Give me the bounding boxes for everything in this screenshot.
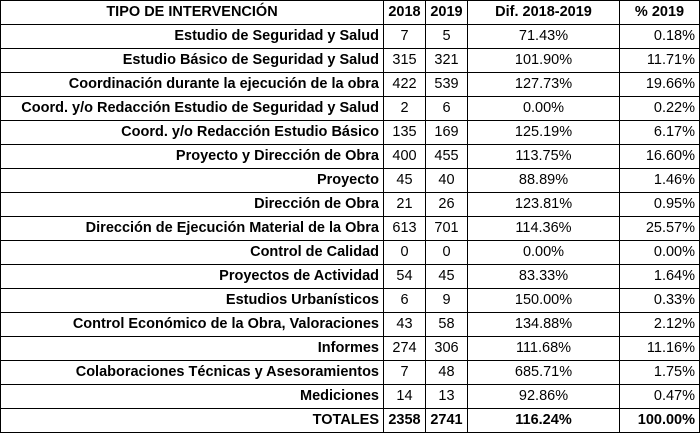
- header-diferencia: Dif. 2018-2019: [468, 1, 620, 25]
- cell-diferencia: 150.00%: [468, 289, 620, 313]
- cell-2019: 40: [426, 169, 468, 193]
- cell-diferencia: 123.81%: [468, 193, 620, 217]
- table-row: [1, 241, 700, 265]
- cell-2018: 400: [384, 145, 426, 169]
- cell-porcentaje-2019: 0.33%: [620, 289, 700, 313]
- cell-2019: 0: [426, 241, 468, 265]
- cell-2019: 26: [426, 193, 468, 217]
- cell-diferencia: 127.73%: [468, 73, 620, 97]
- cell-2019: 321: [426, 49, 468, 73]
- cell-diferencia: 114.36%: [468, 217, 620, 241]
- cell-2019: 5: [426, 25, 468, 49]
- header-row: [1, 1, 700, 25]
- cell-porcentaje-2019: 19.66%: [620, 73, 700, 97]
- cell-porcentaje-2019: 0.95%: [620, 193, 700, 217]
- cell-diferencia: 92.86%: [468, 385, 620, 409]
- cell-2018: 7: [384, 361, 426, 385]
- table-body: [1, 25, 700, 409]
- cell-diferencia: 685.71%: [468, 361, 620, 385]
- cell-tipo: Control Económico de la Obra, Valoraciones: [1, 313, 384, 337]
- cell-tipo: Proyecto y Dirección de Obra: [1, 145, 384, 169]
- cell-porcentaje-2019: 0.47%: [620, 385, 700, 409]
- table-row: [1, 73, 700, 97]
- table-row: [1, 217, 700, 241]
- cell-porcentaje-2019: 6.17%: [620, 121, 700, 145]
- cell-diferencia: 101.90%: [468, 49, 620, 73]
- cell-porcentaje-2019: 11.71%: [620, 49, 700, 73]
- cell-tipo: Proyecto: [1, 169, 384, 193]
- cell-porcentaje-2019: 0.00%: [620, 241, 700, 265]
- cell-2019: 169: [426, 121, 468, 145]
- cell-2018: 21: [384, 193, 426, 217]
- cell-2019: 701: [426, 217, 468, 241]
- cell-tipo: Dirección de Ejecución Material de la Obra: [1, 217, 384, 241]
- cell-diferencia: 88.89%: [468, 169, 620, 193]
- totals-row: [1, 409, 700, 433]
- cell-2019: 58: [426, 313, 468, 337]
- cell-porcentaje-2019: 25.57%: [620, 217, 700, 241]
- table-header: [1, 1, 700, 25]
- cell-tipo: Coord. y/o Redacción Estudio de Seguridad y Salud: [1, 97, 384, 121]
- cell-2018: 45: [384, 169, 426, 193]
- cell-2019: 539: [426, 73, 468, 97]
- cell-diferencia: 134.88%: [468, 313, 620, 337]
- table-row: [1, 361, 700, 385]
- cell-diferencia: 71.43%: [468, 25, 620, 49]
- cell-2018: 14: [384, 385, 426, 409]
- table-row: [1, 313, 700, 337]
- cell-2018: 422: [384, 73, 426, 97]
- cell-diferencia: 113.75%: [468, 145, 620, 169]
- cell-diferencia: 83.33%: [468, 265, 620, 289]
- table-row: [1, 169, 700, 193]
- totals-porcentaje: 100.00%: [620, 409, 700, 433]
- header-porcentaje-2019: % 2019: [620, 1, 700, 25]
- cell-diferencia: 0.00%: [468, 241, 620, 265]
- table-footer: [1, 409, 700, 433]
- cell-porcentaje-2019: 0.22%: [620, 97, 700, 121]
- header-2018: 2018: [384, 1, 426, 25]
- cell-tipo: Estudio Básico de Seguridad y Salud: [1, 49, 384, 73]
- cell-diferencia: 0.00%: [468, 97, 620, 121]
- cell-tipo: Coord. y/o Redacción Estudio Básico: [1, 121, 384, 145]
- cell-diferencia: 125.19%: [468, 121, 620, 145]
- table-row: [1, 193, 700, 217]
- cell-2018: 0: [384, 241, 426, 265]
- cell-porcentaje-2019: 1.64%: [620, 265, 700, 289]
- cell-tipo: Coordinación durante la ejecución de la obra: [1, 73, 384, 97]
- table-row: [1, 265, 700, 289]
- cell-tipo: Informes: [1, 337, 384, 361]
- cell-2018: 7: [384, 25, 426, 49]
- cell-porcentaje-2019: 2.12%: [620, 313, 700, 337]
- cell-tipo: Dirección de Obra: [1, 193, 384, 217]
- table-row: [1, 121, 700, 145]
- table-row: [1, 145, 700, 169]
- cell-2019: 13: [426, 385, 468, 409]
- cell-tipo: Control de Calidad: [1, 241, 384, 265]
- cell-porcentaje-2019: 16.60%: [620, 145, 700, 169]
- totals-2019: 2741: [426, 409, 468, 433]
- cell-2019: 6: [426, 97, 468, 121]
- cell-diferencia: 111.68%: [468, 337, 620, 361]
- cell-2018: 274: [384, 337, 426, 361]
- table-row: [1, 289, 700, 313]
- totals-2018: 2358: [384, 409, 426, 433]
- cell-2018: 613: [384, 217, 426, 241]
- header-2019: 2019: [426, 1, 468, 25]
- totals-label: TOTALES: [1, 409, 384, 433]
- cell-2019: 455: [426, 145, 468, 169]
- cell-tipo: Mediciones: [1, 385, 384, 409]
- cell-2018: 135: [384, 121, 426, 145]
- cell-tipo: Proyectos de Actividad: [1, 265, 384, 289]
- table-row: [1, 385, 700, 409]
- cell-2018: 315: [384, 49, 426, 73]
- cell-2019: 48: [426, 361, 468, 385]
- cell-2019: 9: [426, 289, 468, 313]
- table-row: [1, 337, 700, 361]
- table-row: [1, 49, 700, 73]
- cell-porcentaje-2019: 1.46%: [620, 169, 700, 193]
- cell-tipo: Estudios Urbanísticos: [1, 289, 384, 313]
- cell-2018: 54: [384, 265, 426, 289]
- cell-2019: 45: [426, 265, 468, 289]
- cell-porcentaje-2019: 11.16%: [620, 337, 700, 361]
- cell-porcentaje-2019: 1.75%: [620, 361, 700, 385]
- totals-diferencia: 116.24%: [468, 409, 620, 433]
- cell-2018: 6: [384, 289, 426, 313]
- cell-2018: 2: [384, 97, 426, 121]
- cell-tipo: Colaboraciones Técnicas y Asesoramientos: [1, 361, 384, 385]
- table-row: [1, 25, 700, 49]
- header-tipo: TIPO DE INTERVENCIÓN: [1, 1, 384, 25]
- cell-2019: 306: [426, 337, 468, 361]
- cell-porcentaje-2019: 0.18%: [620, 25, 700, 49]
- table-row: [1, 97, 700, 121]
- cell-tipo: Estudio de Seguridad y Salud: [1, 25, 384, 49]
- cell-2018: 43: [384, 313, 426, 337]
